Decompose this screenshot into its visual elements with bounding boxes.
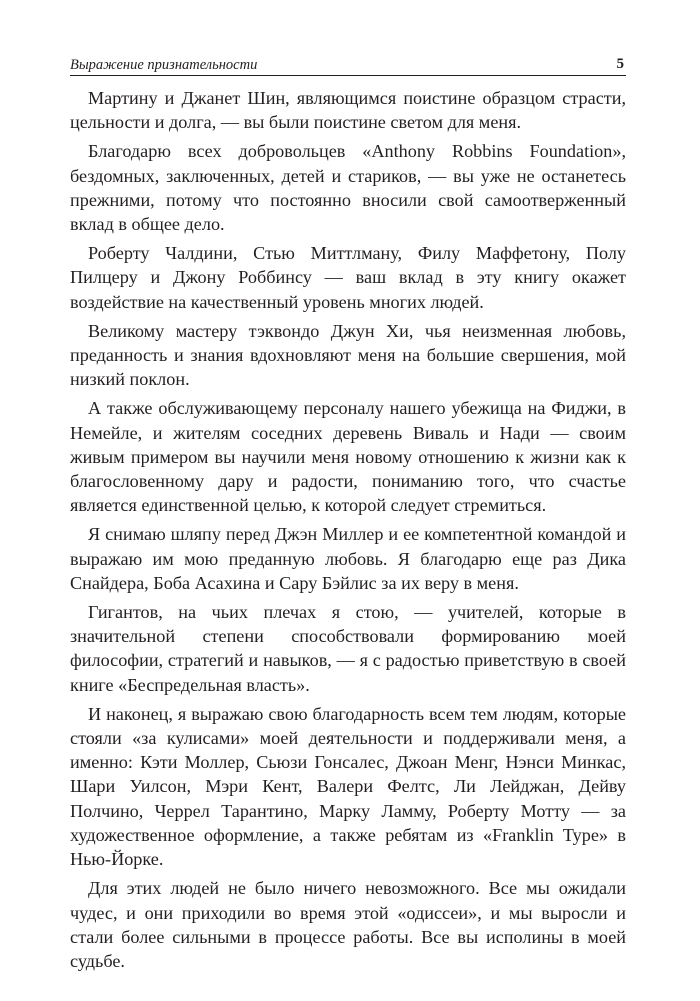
- paragraph-9: Для этих людей не было ничего невозможного. Все мы ожидали чудес, и они приходили во время этой «одиссеи», и мы выросли и стали более сильными в процессе работы. Все вы исполины в моей судьбе.: [70, 878, 626, 971]
- paragraph-2: Благодарю всех добровольцев «Anthony Robbins Foundation», бездомных, заключенных, детей и стариков, — вы уже не останетесь прежними, потому что постоянно вносили свой самоотверженный вклад в общее дело.: [70, 141, 626, 235]
- paragraph-3: Роберту Чалдини, Стью Миттлману, Филу Маффетону, Полу Пилцеру и Джону Роббинсу — ваш вклад в эту книгу окажет воздействие на качественный уровень многих людей.: [70, 243, 626, 312]
- paragraph-1: Мартину и Джанет Шин, являющимся поистине образцом страсти, цельности и долга, — вы были поистине светом для меня.: [70, 88, 626, 133]
- running-title: Выражение признательности: [70, 57, 258, 73]
- paragraph-7: Гигантов, на чьих плечах я стою, — учителей, которые в значительной степени способствовали формированию моей философии, стратегий и навыков, — я с радостью приветствую в своей книге «Беспредельная власть».: [70, 602, 626, 695]
- paragraph-6: Я снимаю шляпу перед Джэн Миллер и ее компетентной командой и выражаю им мою преданную любовь. Я благодарю еще раз Дика Снайдера, Боба Асахина и Сару Бэйлис за их веру в меня.: [70, 524, 626, 593]
- body-text: [70, 86, 626, 978]
- running-header: [70, 57, 626, 76]
- paragraph-8: И наконец, я выражаю свою благодарность всем тем людям, которые стояли «за кулисами» моей деятельности и поддерживали меня, а именно: Кэти Моллер, Сьюзи Гонсалес, Джоан Менг, Нэнси Минкас, Шари Уилсон, Мэри Кент, Валери Фелтс, Ли Лейджан, Дейву Полчино, Черрел Тарантино, Марку Ламму, Роберту Мотту — за художественное оформление, а также ребятам из «Franklin Type» в Нью-Йорке.: [70, 703, 626, 870]
- paragraph-4: Великому мастеру тэквондо Джун Хи, чья неизменная любовь, преданность и знания вдохновляют меня на большие свершения, мой низкий поклон.: [70, 320, 626, 390]
- page-number: 5: [616, 56, 624, 72]
- paragraph-5: А также обслуживающему персоналу нашего убежища на Фиджи, в Немейле, и жителям соседних деревень Виваль и Нади — своим живым примером вы научили меня новому отношению к жизни как к благословенному дару и радости, пониманию того, что счастье является единственной целью, к которой следует стремиться.: [70, 398, 626, 516]
